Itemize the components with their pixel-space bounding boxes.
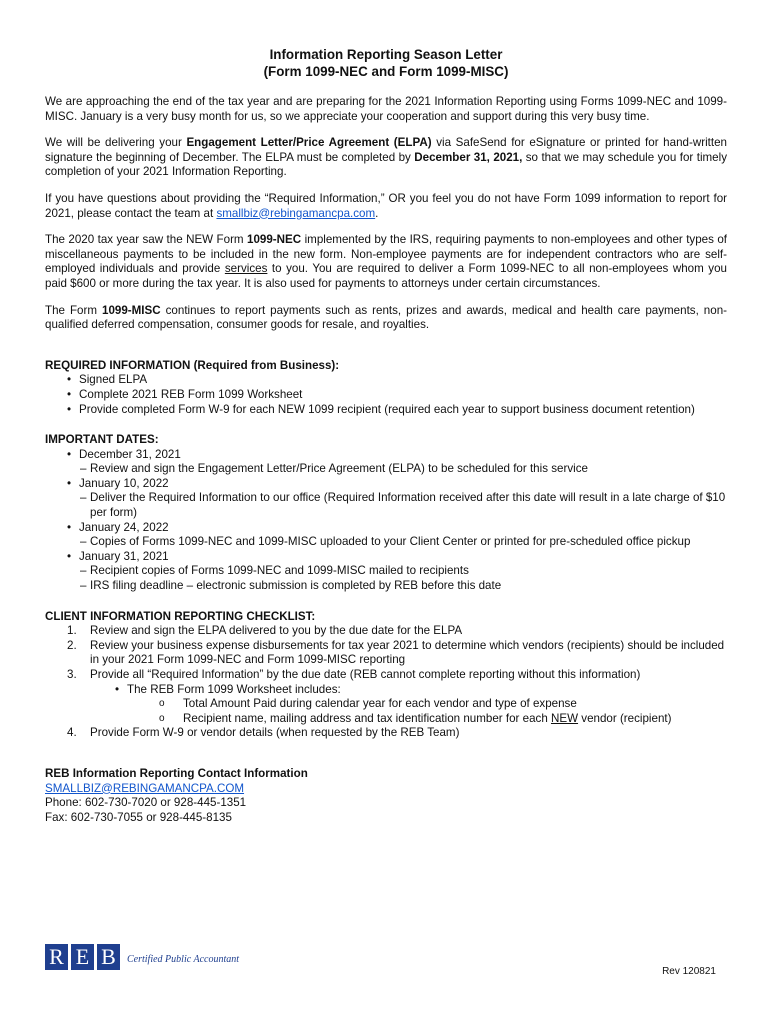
misc-form-name: 1099-MISC (102, 303, 161, 317)
required-section (45, 359, 727, 417)
dates-sublist (45, 564, 727, 593)
elpa-text-2: via SafeSend for eSignature or printed for hand-written signature the beginning of December. The ELPA must be completed by (45, 136, 727, 164)
required-heading: REQUIRED INFORMATION (Required from Business): (45, 358, 340, 372)
dates-heading: IMPORTANT DATES: (45, 433, 159, 447)
dates-sublist (45, 462, 727, 477)
logo-letter: R (45, 944, 68, 970)
item-number: 1. (67, 624, 77, 638)
logo-letter: B (97, 944, 120, 970)
questions-text: If you have questions about providing the “Required Information,” OR you feel you do not have Form 1099 information to report for 2021, please contact the team at (45, 191, 727, 220)
list-item: – Copies of Forms 1099-NEC and 1099-MISC uploaded to your Client Center or printed for pre-scheduled office pickup (45, 535, 727, 550)
title-line-2: (Form 1099-NEC and Form 1099-MISC) (263, 64, 509, 79)
letter-page (45, 46, 727, 825)
misc-text-2: continues to report payments such as rents, prizes and awards, medical and health care payments, non-qualified deferred compensation, consumer goods for resale, and royalties. (45, 303, 727, 332)
list-item (45, 477, 727, 492)
list-item (45, 726, 727, 741)
misc-text-1: The Form (45, 303, 102, 317)
item-number: 3. (67, 668, 77, 681)
list-item (45, 668, 727, 683)
dates-sublist (45, 535, 727, 550)
nec-services: services (224, 262, 268, 276)
required-list (45, 373, 727, 417)
contact-heading: REB Information Reporting Contact Information (45, 766, 308, 780)
elpa-text-3: so that we may schedule you for timely completion of your 2021 Information Reporting. (45, 150, 727, 179)
list-item (45, 624, 727, 639)
item-number: 4. (67, 726, 77, 740)
worksheet-item: o Total Amount Paid during calendar year for each vendor and type of expense (45, 697, 727, 712)
item-text: Review your business expense disbursements for tax year 2021 to determine which vendors (recipients) should be included in your 2021 Form 1099-NEC and Form 1099-MISC reporting (90, 638, 725, 667)
nec-form-name: 1099-NEC (247, 233, 302, 247)
contact-phone: Phone: 602-730-7020 or 928-445-1351 (45, 796, 247, 810)
dates-list (45, 448, 727, 463)
nec-text-1: The 2020 tax year saw the NEW Form (45, 233, 248, 247)
contact-email-link[interactable]: smallbiz@rebingamancpa.com (216, 206, 376, 220)
checklist-section (45, 610, 727, 741)
checklist-list (45, 624, 727, 682)
item-text: Review and sign the ELPA delivered to you by the due date for the ELPA (90, 624, 463, 638)
list-item: – IRS filing deadline – electronic submission is completed by REB before this date (45, 579, 727, 594)
checklist-list (45, 726, 727, 741)
contact-fax: Fax: 602-730-7055 or 928-445-8135 (45, 810, 232, 824)
worksheet-item (45, 712, 727, 727)
list-item: – Review and sign the Engagement Letter/Price Agreement (ELPA) to be scheduled for this service (45, 462, 727, 477)
date-label: January 10, 2022 (79, 476, 169, 490)
list-item (45, 550, 727, 565)
worksheet-new: NEW (550, 711, 579, 725)
contact-email[interactable]: SMALLBIZ@REBINGAMANCPA.COM (45, 781, 245, 795)
item-number: 2. (67, 638, 77, 652)
dates-section (45, 433, 727, 594)
list-item: – Recipient copies of Forms 1099-NEC and 1099-MISC mailed to recipients (45, 564, 727, 579)
list-item: – Deliver the Required Information to our office (Required Information received after this date will result in a late charge of $10 per form) (45, 491, 727, 520)
list-item (45, 639, 727, 668)
contact-section (45, 767, 727, 825)
elpa-deadline: December 31, 2021, (414, 150, 523, 164)
revision-label: Rev 120821 (662, 966, 716, 977)
title-line-1: Information Reporting Season Letter (269, 47, 503, 62)
list-item (45, 521, 727, 536)
dates-list (45, 521, 727, 536)
list-item (45, 448, 727, 463)
dates-sublist (45, 491, 727, 520)
logo-letter: E (71, 944, 94, 970)
checklist-heading: CLIENT INFORMATION REPORTING CHECKLIST: (45, 609, 316, 623)
list-item: • Signed ELPA (45, 373, 727, 388)
worksheet-bullet: • The REB Form 1099 Worksheet includes: (45, 683, 727, 698)
elpa-text-1: We will be delivering your (45, 136, 187, 150)
date-label: December 31, 2021 (79, 447, 181, 461)
page-title (45, 46, 727, 80)
worksheet-text: Recipient name, mailing address and tax identification number for each (183, 711, 551, 725)
worksheet-text: vendor (recipient) (578, 711, 672, 725)
questions-paragraph (45, 192, 727, 221)
dates-list (45, 550, 727, 565)
elpa-paragraph (45, 136, 727, 180)
date-label: January 31, 2021 (79, 549, 169, 563)
reb-logo (45, 944, 239, 970)
logo-tagline: Certified Public Accountant (127, 954, 240, 966)
date-label: January 24, 2022 (79, 520, 169, 534)
misc-paragraph (45, 304, 727, 333)
list-item: • Complete 2021 REB Form 1099 Worksheet (45, 388, 727, 403)
list-item: • Provide completed Form W-9 for each NEW 1099 recipient (required each year to support business document retention) (45, 403, 727, 418)
intro-paragraph: We are approaching the end of the tax year and are preparing for the 2021 Information Reporting using Forms 1099-NEC and 1099-MISC. January is a very busy month for us, so we appreciate your cooperation and support during this very busy time. (45, 95, 727, 123)
nec-text-3: to you. You are required to deliver a Form 1099-NEC to all non-employees whom you paid $600 or more during the tax year. It is also used for payments to attorneys under certain circumstances. (45, 262, 727, 290)
nec-paragraph (45, 233, 727, 291)
item-text: Provide Form W-9 or vendor details (when requested by the REB Team) (90, 726, 460, 740)
questions-period: . (375, 206, 379, 220)
nec-text-2: implemented by the IRS, requiring payments to non-employees and other types of miscellaneous payments to be included in the new form. Non-employee payments are for independent contractors who are self-employed individuals and provide (45, 233, 727, 276)
dates-list (45, 477, 727, 492)
elpa-text-bold: Engagement Letter/Price Agreement (ELPA) (186, 136, 432, 150)
item-text: Provide all “Required Information” by the due date (REB cannot complete reporting without this information) (90, 668, 641, 681)
